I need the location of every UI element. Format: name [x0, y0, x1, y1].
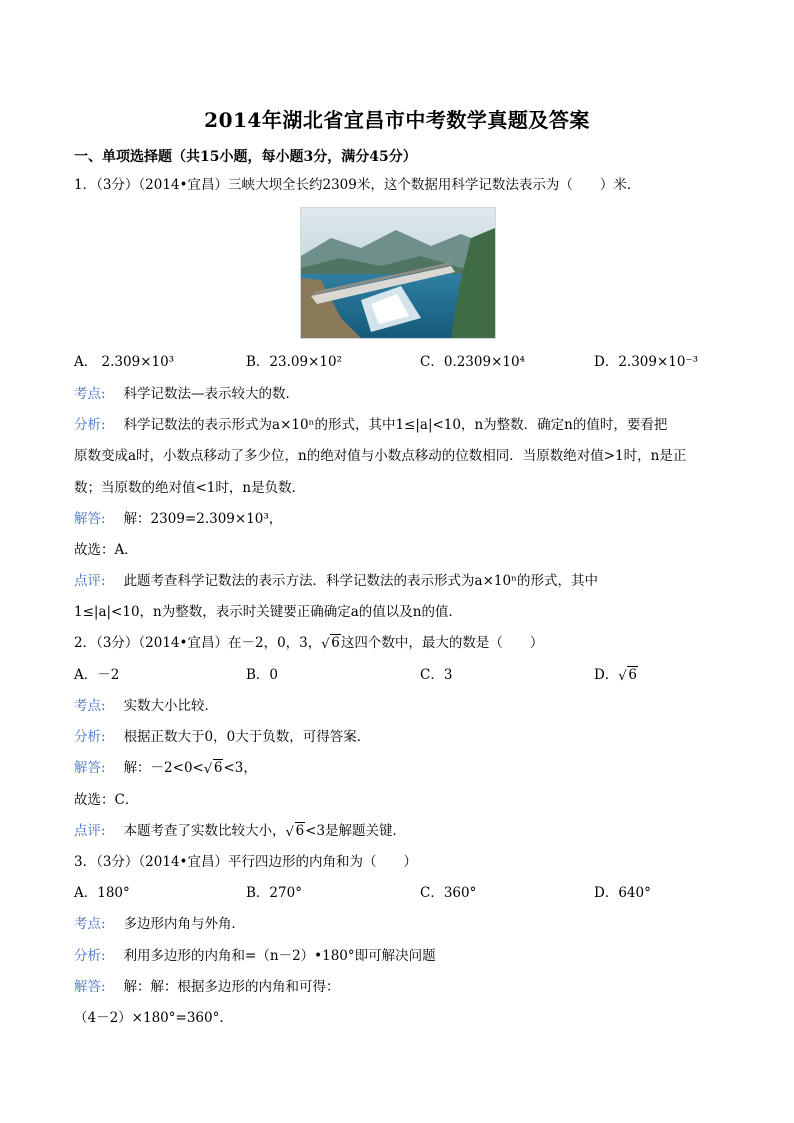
kaodian-label: 考点:: [74, 698, 106, 714]
q3-option-d: D．640°: [594, 885, 651, 901]
q2-jieda-row: [74, 759, 257, 777]
q2-jieda-part1: 解：－2<0<: [123, 760, 204, 776]
q1-fenxi-2: 原数变成a时，小数点移动了多少位，n的绝对值与小数点移动的位数相同．当原数绝对值>1时，n是正: [74, 448, 687, 464]
q2-kaodian-row: [74, 697, 218, 715]
q2-option-d: [594, 666, 638, 684]
jieda-label: 解答:: [74, 979, 106, 995]
q2-jieda-part2: <3，: [223, 760, 257, 776]
q3-fenxi-row: [74, 947, 436, 965]
q2-stem: [74, 634, 543, 652]
q2-stem-part1: 2．（3分）（2014•宜昌）在－2，0，3，: [74, 635, 322, 651]
q2-dianping-part1: 本题考查了实数比较大小，: [123, 823, 286, 839]
q1-guxuan: 故选：A．: [74, 542, 138, 558]
q3-jieda: 解：解：根据多边形的内角和可得：: [123, 979, 340, 995]
sqrt-expression: √ 6: [203, 760, 223, 777]
q2-option-a: A．－2: [74, 667, 120, 683]
q2-kaodian: 实数大小比较．: [123, 698, 219, 714]
q1-fenxi-3: 数；当原数的绝对值<1时，n是负数．: [74, 480, 306, 496]
q2-option-c: C．3: [420, 667, 453, 683]
fenxi-label: 分析:: [74, 729, 106, 745]
q1-option-d: D．2.309×10⁻³: [594, 354, 698, 370]
q2-option-d-radicand: 6: [628, 667, 637, 683]
kaodian-label: 考点:: [74, 386, 106, 402]
section-heading: 一、单项选择题（共15小题，每小题3分，满分45分）: [74, 149, 417, 165]
q1-option-b: B．23.09×10²: [246, 354, 342, 370]
fenxi-label: 分析:: [74, 948, 106, 964]
jieda-label: 解答:: [74, 511, 106, 527]
q3-option-a: A．180°: [74, 885, 130, 901]
q3-jieda-row: [74, 978, 340, 996]
three-gorges-dam-photo: [300, 207, 496, 339]
q2-stem-part2: 这四个数中，最大的数是（ ）: [340, 635, 544, 651]
q3-kaodian-row: [74, 915, 245, 933]
q2-option-b: B．0: [246, 667, 279, 683]
q1-fenxi-1: 科学记数法的表示形式为a×10ⁿ的形式，其中1≤|a|<10，n为整数．确定n的值时，要看把: [123, 417, 668, 433]
fenxi-label: 分析:: [74, 417, 106, 433]
q3-kaodian: 多边形内角与外角．: [123, 916, 246, 932]
sqrt-expression: √ 6: [321, 635, 340, 652]
q1-jieda-row: [74, 510, 282, 528]
dianping-label: 点评:: [74, 823, 106, 839]
q1-fenxi-row: [74, 416, 667, 434]
q3-option-c: C．360°: [420, 885, 477, 901]
q1-dianping-2: 1≤|a|<10，n为整数，表示时关键要正确确定a的值以及n的值．: [74, 604, 462, 620]
q1-kaodian-row: [74, 385, 299, 403]
q2-dianping-part2: <3是解题关键．: [305, 823, 407, 839]
q1-dianping-row: [74, 572, 598, 590]
q2-dianping-radicand: 6: [295, 823, 305, 839]
q3-jieda-2: （4－2）×180°=360°．: [74, 1010, 233, 1026]
q2-fenxi-row: [74, 728, 370, 746]
page-title: 2014年湖北省宜昌市中考数学真题及答案: [204, 108, 590, 132]
sqrt-expression: √ 6: [285, 823, 305, 840]
q2-guxuan: 故选：C．: [74, 792, 139, 808]
q1-kaodian: 科学记数法—表示较大的数．: [123, 386, 300, 402]
q2-option-d-label: D．: [594, 667, 619, 683]
q3-stem: 3．（3分）（2014•宜昌）平行四边形的内角和为（ ）: [74, 854, 417, 870]
q1-dianping-1: 此题考查科学记数法的表示方法．科学记数法的表示形式为a×10ⁿ的形式，其中: [123, 573, 598, 589]
jieda-label: 解答:: [74, 760, 106, 776]
kaodian-label: 考点:: [74, 916, 106, 932]
q2-stem-radicand: 6: [331, 635, 340, 651]
q1-jieda: 解：2309=2.309×10³，: [123, 511, 283, 527]
q3-option-b: B．270°: [246, 885, 302, 901]
q1-option-a: A． 2.309×10³: [74, 354, 175, 370]
q1-option-c: C．0.2309×10⁴: [420, 354, 525, 370]
q2-dianping-row: [74, 822, 406, 840]
q2-fenxi: 根据正数大于0，0大于负数，可得答案．: [123, 729, 371, 745]
dianping-label: 点评:: [74, 573, 106, 589]
q3-fenxi: 利用多边形的内角和=（n－2）•180°即可解决问题: [123, 948, 436, 964]
sqrt-expression: √ 6: [618, 667, 637, 684]
q1-stem: 1．（3分）（2014•宜昌）三峡大坝全长约2309米，这个数据用科学记数法表示为（ ）米．: [74, 177, 641, 193]
q2-jieda-radicand: 6: [213, 760, 223, 776]
